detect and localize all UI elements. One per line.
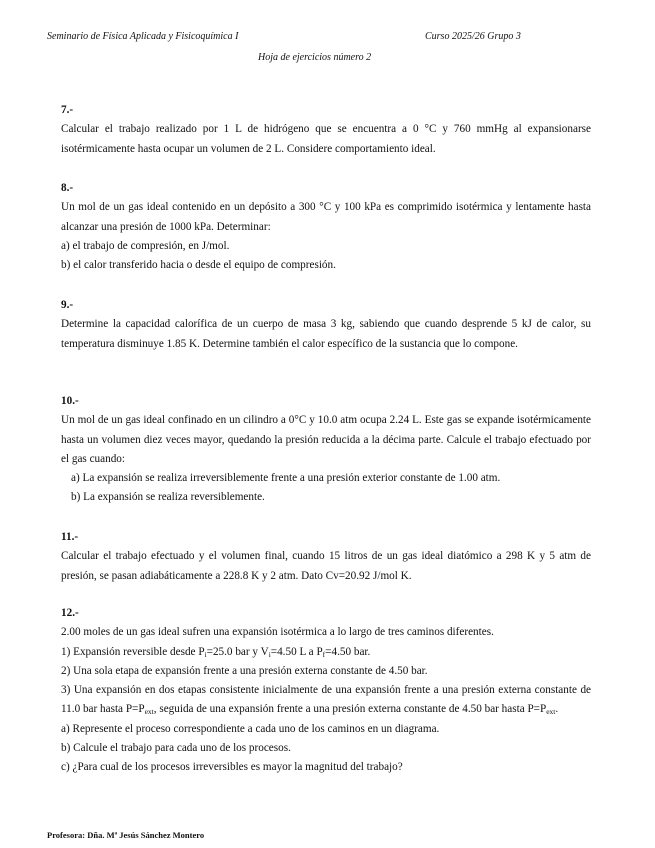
path-2: 2) Una sola etapa de expansión frente a una presión externa constante de 4.50 bar. [61,664,428,677]
course-title: Seminario de Física Aplicada y Fisicoquímica I [47,31,239,42]
exercise-item-b: b) Calcule el trabajo para cada uno de los procesos. [61,742,291,755]
exercise-number: 11.- [61,531,79,543]
exercise-number: 12.- [61,607,79,619]
exercise-10 [61,392,591,508]
exercise-8 [61,179,591,275]
exercise-number: 10.- [61,395,79,407]
exercise-11 [61,528,591,586]
exercise-number: 7.- [61,104,74,116]
path-1: 1) Expansión reversible desde $P_i=25.0$ bar y $V_i=4.50$ L a $P_f=4.50$ bar. [61,645,371,659]
exercise-item-b: b) La expansión se realiza reversiblemente. [71,491,265,504]
exercise-text: Un mol de un gas ideal contenido en un depósito a 300 °C y 100 kPa es comprimido isotérmica y lentamente hasta alcanzar una presión de 1000 kPa. Determinar: [61,201,591,233]
exercise-7 [61,101,591,159]
exercise-item-a: a) Represente el proceso correspondiente a cada uno de los caminos en un diagrama. [61,722,440,735]
exercise-12 [61,604,591,778]
exercise-intro: 2.00 moles de un gas ideal sufren una expansión isotérmica a lo largo de tres caminos diferentes. [61,626,494,639]
professor-footer: Profesora: Dña. Mª Jesús Sánchez Montero [47,830,205,840]
path-3: 3) Una expansión en dos etapas consistente inicialmente de una expansión frente a una presión externa constante de 11.0 bar hasta $P=P_{ext}$, seguida de una expansión frente a una presión externa constante de 4.50 bar hasta $P=P_{ext}$. [61,684,591,717]
sheet-title: Hoja de ejercicios número 2 [258,52,372,63]
exercise-item-c: c) ¿Para cual de los procesos irreversibles es mayor la magnitud del trabajo? [61,761,403,774]
exercise-item-a: a) La expansión se realiza irreversiblemente frente a una presión exterior constante de 1.00 atm. [71,472,501,485]
exercise-item-a: a) el trabajo de compresión, en J/mol. [61,239,230,252]
exercise-text: Determine la capacidad calorífica de un cuerpo de masa 3 kg, sabiendo que cuando desprende 5 kJ de calor, su temperatura disminuye 1.85 K. Determine también el calor específico de la sustancia que lo compone. [61,318,591,350]
exercise-text: Calcular el trabajo efectuado y el volumen final, cuando 15 litros de un gas ideal diatómico a 298 K y 5 atm de presión, se pasan adiabáticamente a 228.8 K y 2 atm. Dato Cv=20.92 J/mol K. [61,550,591,582]
exercise-text: Un mol de un gas ideal confinado en un cilindro a 0°C y 10.0 atm ocupa 2.24 L. Este gas se expande isotérmicamente hasta un volumen diez veces mayor, quedando la presión reducida a la décima parte. Calcule el trabajo efectuado por el gas cuando: [61,414,591,465]
course-year-group: Curso 2025/26 Grupo 3 [425,31,521,42]
exercise-number: 9.- [61,299,74,311]
exercise-item-b: b) el calor transferido hacia o desde el equipo de compresión. [61,259,336,272]
exercise-text: Calcular el trabajo realizado por 1 L de hidrógeno que se encuentra a 0 °C y 760 mmHg al expansionarse isotérmicamente hasta ocupar un volumen de 2 L. Considere comportamiento ideal. [61,123,591,155]
exercise-9 [61,296,591,354]
exercise-number: 8.- [61,182,74,194]
